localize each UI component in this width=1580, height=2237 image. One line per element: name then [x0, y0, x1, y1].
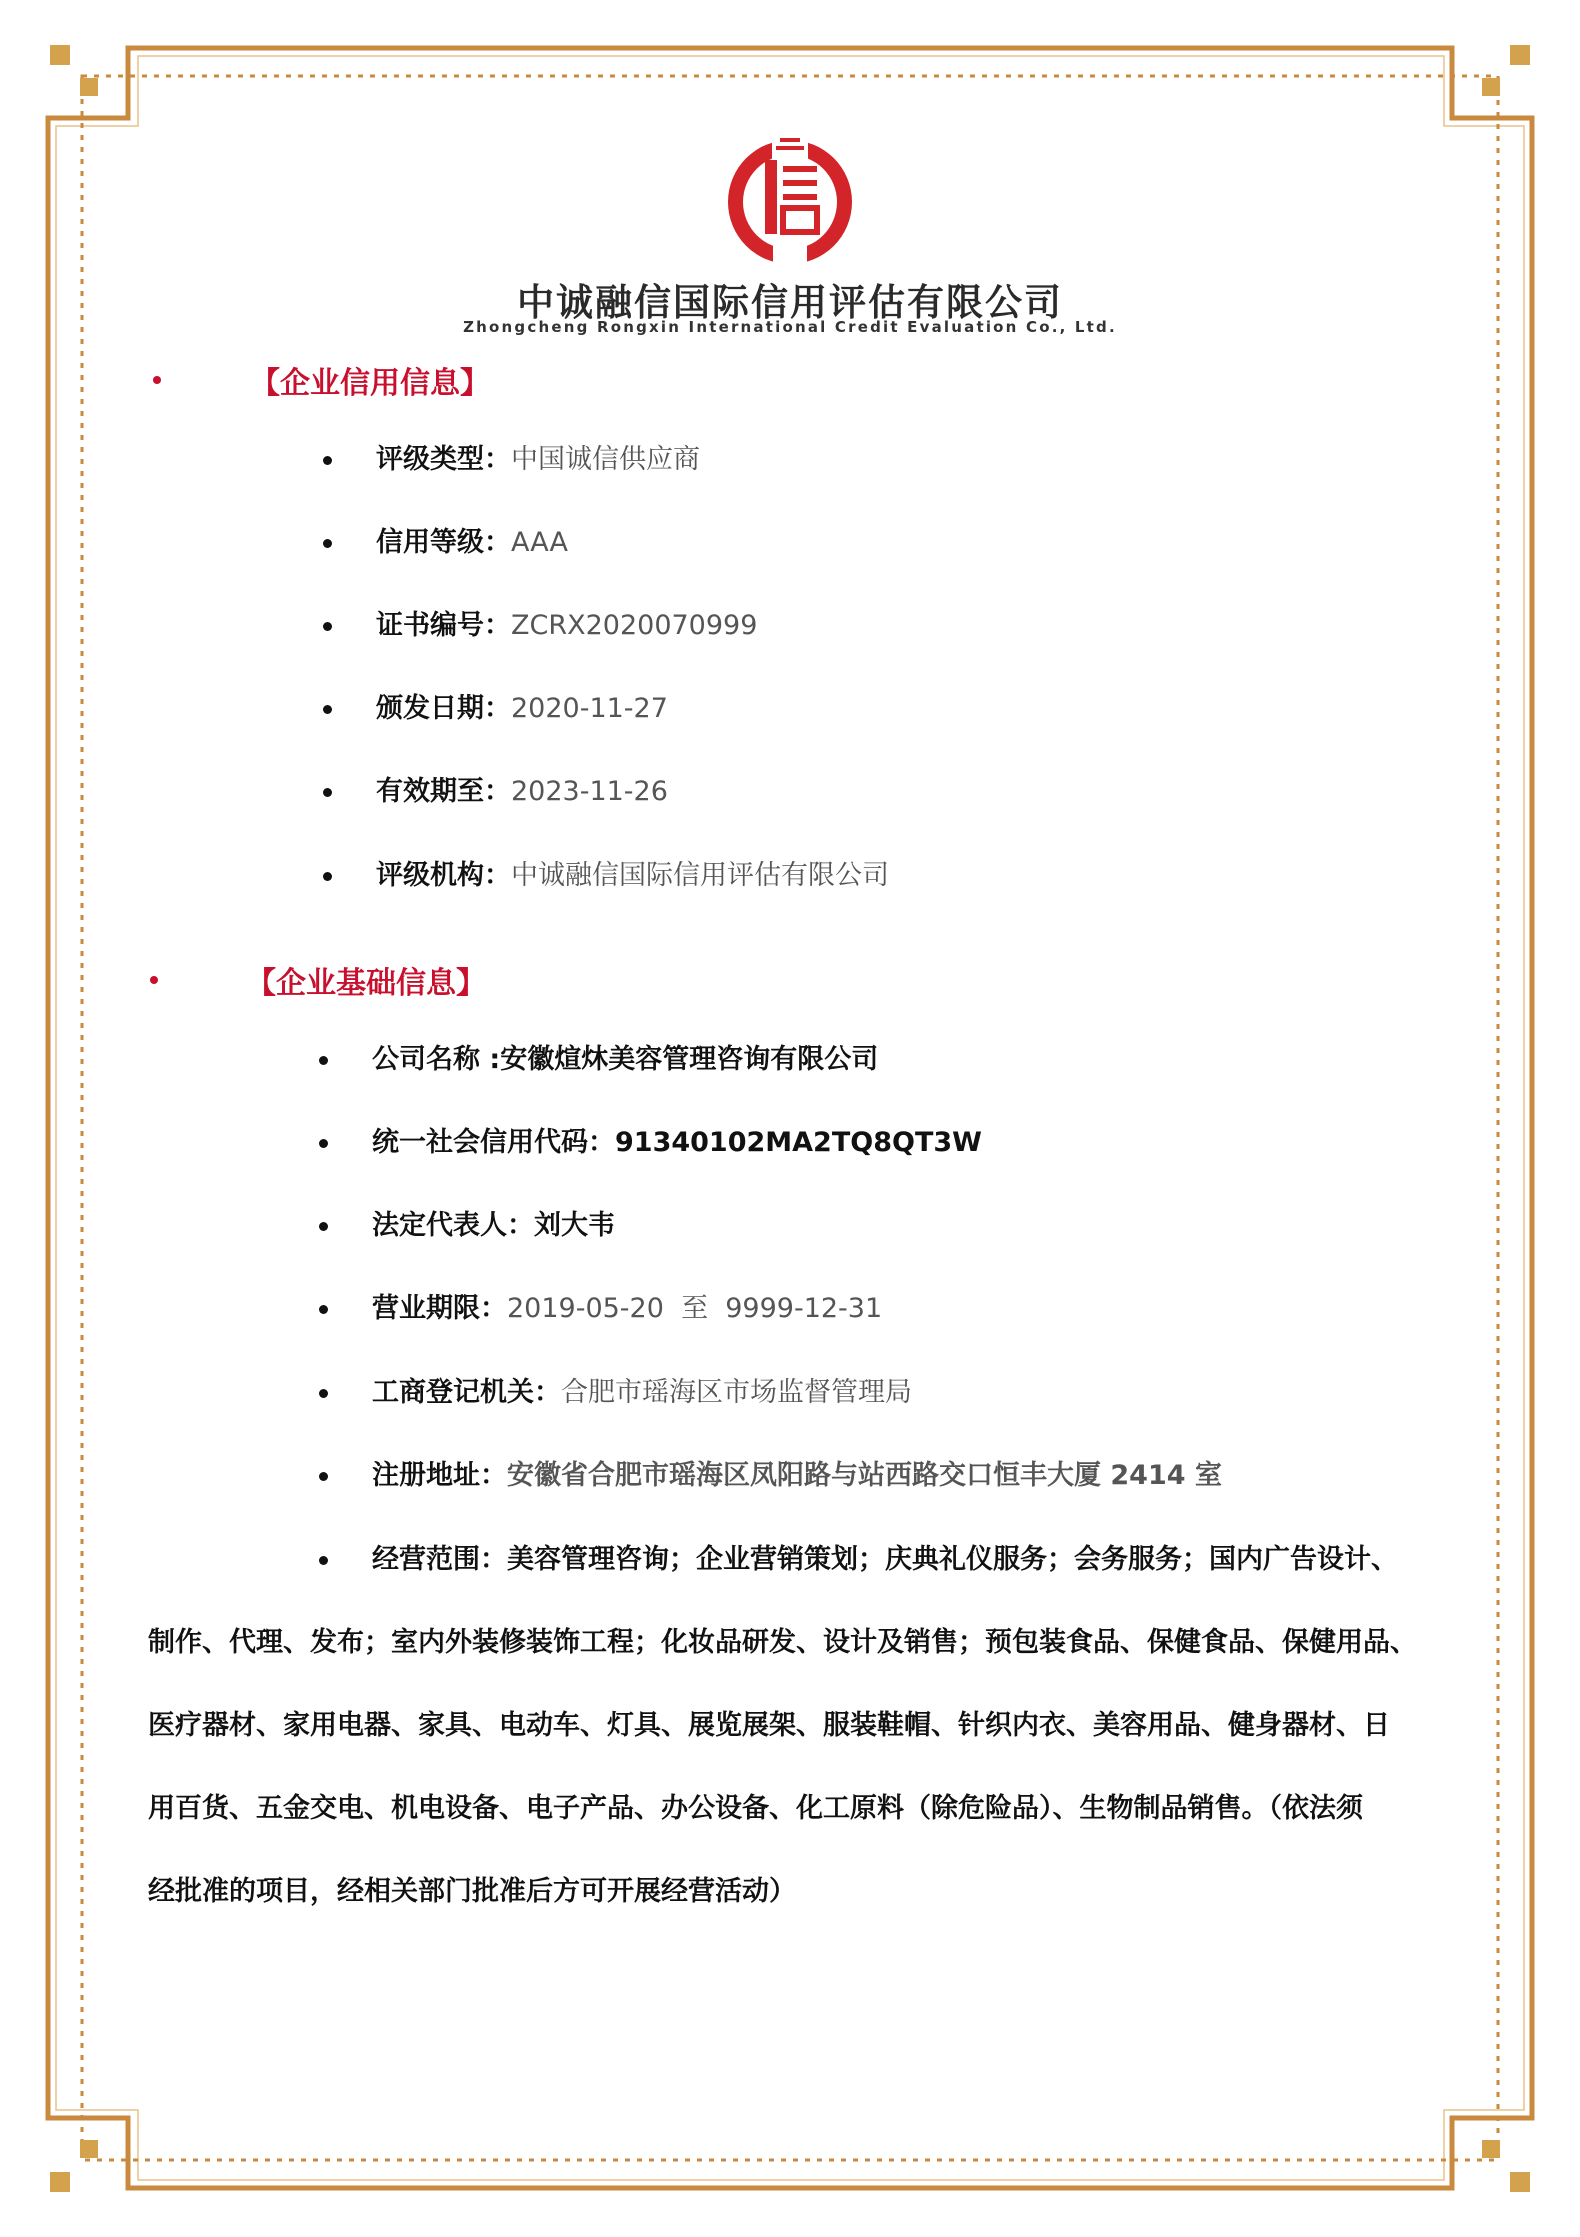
field-value: 安徽省合肥市瑶海区凤阳路与站西路交口恒丰大厦 2414 室 [507, 1460, 1222, 1491]
list-item-credit-code [0, 1123, 1580, 1163]
bullet [319, 1556, 328, 1565]
field-label: 信用等级 [376, 527, 484, 558]
field-label: 工商登记机关 [372, 1377, 534, 1408]
field-value: 2019-05-20 至 9999-12-31 [507, 1293, 883, 1324]
bullet [323, 788, 332, 797]
company-name-en: Zhongcheng Rongxin International Credit Evaluation Co., Ltd. [463, 318, 1117, 336]
field-label: 法定代表人 [372, 1210, 507, 1241]
field-value: 91340102MA2TQ8QT3W [615, 1127, 982, 1158]
bullet [319, 1056, 328, 1065]
bullet [323, 872, 332, 881]
section-bullet-credit [153, 376, 161, 384]
bullet [319, 1139, 328, 1148]
bullet [319, 1472, 328, 1481]
field-value: 2020-11-27 [511, 693, 668, 724]
field-value: 中诚融信国际信用评估有限公司 [511, 860, 889, 891]
list-item-registration-authority [0, 1373, 1580, 1413]
logo-block [0, 130, 1580, 270]
field-colon: ： [588, 1127, 615, 1158]
field-value: 中国诚信供应商 [511, 444, 700, 475]
business-scope-line: 医疗器材、家用电器、家具、电动车、灯具、展览展架、服装鞋帽、针织内衣、美容用品、健身器材、日 [148, 1710, 1390, 1741]
bullet [323, 456, 332, 465]
field-label: 评级类型 [376, 444, 484, 475]
field-colon: ： [484, 610, 511, 641]
field-value: 2023-11-26 [511, 776, 668, 807]
field-colon: : [480, 1044, 501, 1075]
field-label: 营业期限 [372, 1293, 480, 1324]
field-value: ZCRX2020070999 [511, 610, 758, 641]
field-colon: ： [484, 444, 511, 475]
section-bullet-basic [150, 976, 158, 984]
bullet [319, 1389, 328, 1398]
field-colon: ： [484, 776, 511, 807]
bullet [323, 622, 332, 631]
list-item-rating-agency [0, 856, 1580, 896]
company-name-cn: 中诚融信国际信用评估有限公司 [517, 281, 1063, 324]
list-item-business-scope [0, 1540, 1580, 1580]
field-value: 美容管理咨询；企业营销策划；庆典礼仪服务；会务服务；国内广告设计、 [507, 1544, 1398, 1575]
field-label: 证书编号 [376, 610, 484, 641]
field-colon: ： [480, 1544, 507, 1575]
field-label: 注册地址 [372, 1460, 480, 1491]
field-value: 安徽煊炑美容管理咨询有限公司 [500, 1044, 879, 1075]
field-value: 刘大韦 [534, 1210, 615, 1241]
list-item-certificate-number [0, 606, 1580, 646]
business-scope-line: 经批准的项目，经相关部门批准后方可开展经营活动） [148, 1876, 796, 1907]
field-label: 经营范围 [372, 1544, 480, 1575]
field-colon: ： [484, 527, 511, 558]
list-item-credit-rating [0, 523, 1580, 563]
business-scope-line: 制作、代理、发布；室内外装修装饰工程；化妆品研发、设计及销售；预包装食品、保健食品、保健用品、 [148, 1627, 1417, 1658]
section-title-credit: 【企业信用信息】 [250, 366, 490, 401]
bullet [319, 1222, 328, 1231]
business-scope-line: 用百货、五金交电、机电设备、电子产品、办公设备、化工原料（除危险品）、生物制品销售。（依法须 [148, 1793, 1363, 1824]
field-colon: ： [507, 1210, 534, 1241]
field-label: 评级机构 [376, 860, 484, 891]
seal-logo-icon [725, 130, 855, 270]
field-value: 合肥市瑶海区市场监督管理局 [561, 1377, 912, 1408]
field-colon: ： [484, 860, 511, 891]
field-colon: ： [534, 1377, 561, 1408]
list-item-valid-until [0, 772, 1580, 812]
field-colon: ： [480, 1293, 507, 1324]
field-colon: ： [480, 1460, 507, 1491]
field-label: 有效期至 [376, 776, 484, 807]
list-item-company-name [0, 1040, 1580, 1080]
field-value: AAA [511, 527, 568, 558]
list-item-credit-type [0, 440, 1580, 480]
field-label: 公司名称 [372, 1044, 480, 1075]
bullet [323, 539, 332, 548]
section-title-basic: 【企业基础信息】 [246, 966, 486, 1001]
list-item-legal-representative [0, 1206, 1580, 1246]
bullet [319, 1305, 328, 1314]
list-item-business-term [0, 1289, 1580, 1329]
list-item-registered-address [0, 1456, 1580, 1496]
bullet [323, 705, 332, 714]
field-colon: ： [484, 693, 511, 724]
field-label: 统一社会信用代码 [372, 1127, 588, 1158]
list-item-issue-date [0, 689, 1580, 729]
field-label: 颁发日期 [376, 693, 484, 724]
